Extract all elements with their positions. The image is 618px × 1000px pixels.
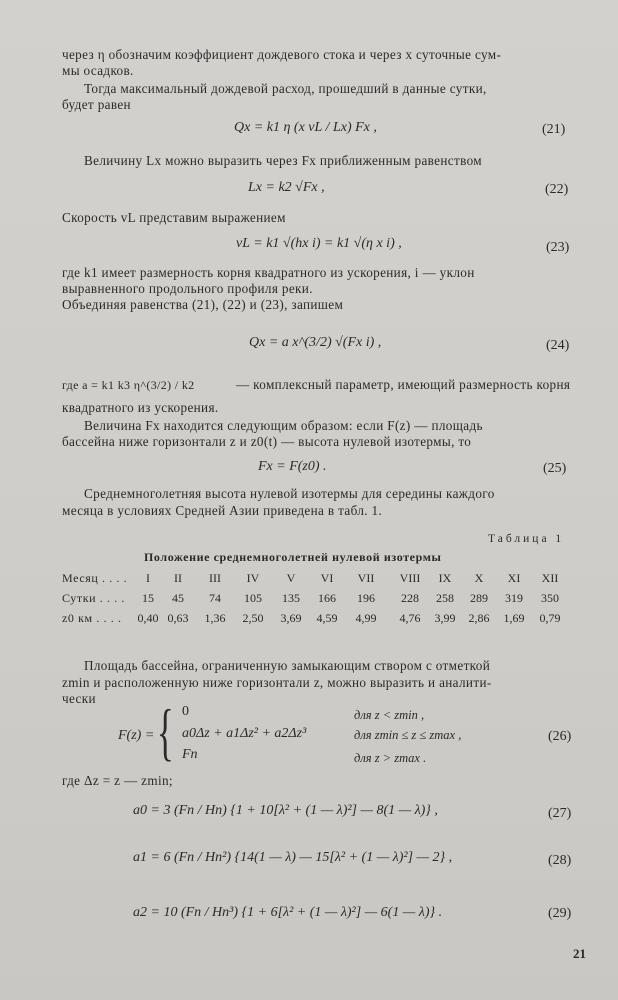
table-cell: 4,59 (316, 611, 338, 625)
table-caption: Положение среднемноголетней нулевой изотермы (144, 550, 442, 564)
equation-23: vL = k1 √(hх i) = k1 √(η x i) , (236, 236, 402, 251)
row-label: Сутки . . . . (62, 591, 126, 605)
table-cell: XII (541, 571, 559, 585)
equation-25: Fх = F(z0) . (258, 459, 327, 474)
table-cell: 105 (244, 591, 262, 605)
equation-number: (23) (546, 240, 570, 255)
equation-21: Qх = k1 η (x vL / Lх) Fх , (234, 120, 377, 135)
equation-number: (29) (548, 906, 572, 921)
left-brace: { (156, 696, 174, 767)
text-line: бассейна ниже горизонтали z и z0(t) — высота нулевой изотермы, то (62, 434, 472, 449)
text-line: квадратного из ускорения. (62, 400, 219, 415)
table-cell: X (474, 571, 484, 585)
table-cell: IX (438, 571, 452, 585)
text-line: где k1 имеет размерность корня квадратного из ускорения, i — уклон (62, 265, 475, 280)
text-line: мы осадков. (62, 63, 134, 78)
equation-number: (24) (546, 338, 570, 353)
table-cell: XI (507, 571, 521, 585)
table-cell: IV (246, 571, 260, 585)
text-line: Площадь бассейна, ограниченную замыкающим створом с отметкой (84, 658, 491, 673)
table-cell: 3,69 (280, 611, 302, 625)
text-line: через η обозначим коэффициент дождевого стока и через x суточные сум- (62, 47, 502, 62)
equation-22: Lх = k2 √Fх , (248, 180, 325, 195)
table-cell: II (174, 571, 182, 585)
text-line: чески (62, 691, 96, 706)
table-cell: 1,69 (503, 611, 525, 625)
text-line: месяца в условиях Средней Азии приведена в табл. 1. (62, 503, 383, 518)
equation-26-case-expr: Fп (182, 747, 198, 762)
row-label: Месяц . . . . (62, 571, 128, 585)
equation-24: Qх = a x^(3/2) √(Fх i) , (249, 335, 382, 350)
equation-26-case-expr: 0 (182, 704, 189, 719)
equation-27: a0 = 3 (Fп / Hп) {1 + 10[λ² + (1 — λ)²] — 8(1 — λ)} , (133, 803, 438, 818)
table-cell: 74 (209, 591, 221, 605)
equation-26-case-cond: для z > zmax . (354, 751, 427, 765)
table-cell: 228 (401, 591, 419, 605)
table-cell: 166 (318, 591, 336, 605)
equation-26-case-cond: для zmin ≤ z ≤ zmax , (354, 728, 462, 742)
page-number: 21 (573, 946, 586, 961)
text-line: Скорость vL представим выражением (62, 210, 286, 225)
table-cell: VII (357, 571, 375, 585)
text-line: zmin и расположенную ниже горизонтали z, можно выразить и аналити- (62, 675, 492, 690)
table-cell: I (146, 571, 150, 585)
table-cell: 0,63 (167, 611, 189, 625)
equation-26-lhs: F(z) = (118, 728, 155, 743)
table-cell: 4,76 (399, 611, 421, 625)
table-cell: VIII (399, 571, 421, 585)
table-cell: 350 (541, 591, 559, 605)
equation-number: (22) (545, 182, 569, 197)
equation-number: (21) (542, 122, 566, 137)
table-cell: 135 (282, 591, 300, 605)
text-line: Тогда максимальный дождевой расход, прошедший в данные сутки, (84, 81, 487, 96)
text-line: Величину Lх можно выразить через Fх приближенным равенством (84, 153, 482, 168)
table-cell: 45 (172, 591, 184, 605)
row-label: z0 км . . . . (62, 611, 122, 625)
table-cell: 2,50 (242, 611, 264, 625)
equation-number: (27) (548, 806, 572, 821)
text-line: Среднемноголетняя высота нулевой изотермы для середины каждого (84, 486, 495, 501)
table-cell: 0,40 (137, 611, 159, 625)
equation-26-case-cond: для z < zmin , (354, 708, 425, 722)
table-cell: 4,99 (355, 611, 377, 625)
text-line: где Δz = z — zmin; (62, 773, 173, 788)
table-cell: 1,36 (204, 611, 226, 625)
text-line: выравненного продольного профиля реки. (62, 281, 313, 296)
table-cell: 0,79 (539, 611, 561, 625)
text-line: — комплексный параметр, имеющий размерность корня (236, 377, 571, 392)
table-cell: V (286, 571, 296, 585)
equation-29: a2 = 10 (Fп / Hп³) {1 + 6[λ² + (1 — λ)²] — 6(1 — λ)} . (133, 905, 443, 920)
table-cell: 15 (142, 591, 154, 605)
equation-26-case-expr: a0Δz + a1Δz² + a2Δz³ (182, 726, 307, 741)
table-cell: 2,86 (468, 611, 490, 625)
table-cell: 3,99 (434, 611, 456, 625)
equation-28: a1 = 6 (Fп / Hп²) {14(1 — λ) — 15[λ² + (1 — λ)²] — 2} , (133, 850, 453, 865)
equation-number: (26) (548, 729, 572, 744)
text-line: Объединяя равенства (21), (22) и (23), запишем (62, 297, 344, 312)
equation-number: (25) (543, 461, 567, 476)
text-line: Величина Fх находится следующим образом: если F(z) — площадь (84, 418, 483, 433)
text-line: будет равен (62, 97, 131, 112)
table-cell: VI (320, 571, 334, 585)
table-label: Таблица 1 (488, 533, 565, 545)
table-cell: 258 (436, 591, 454, 605)
table-cell: 289 (470, 591, 488, 605)
table-cell: 319 (505, 591, 523, 605)
table-cell: III (209, 571, 221, 585)
equation-number: (28) (548, 853, 572, 868)
text-line: где a = k1 k3 η^(3/2) / k2 (62, 378, 195, 392)
table-cell: 196 (357, 591, 375, 605)
